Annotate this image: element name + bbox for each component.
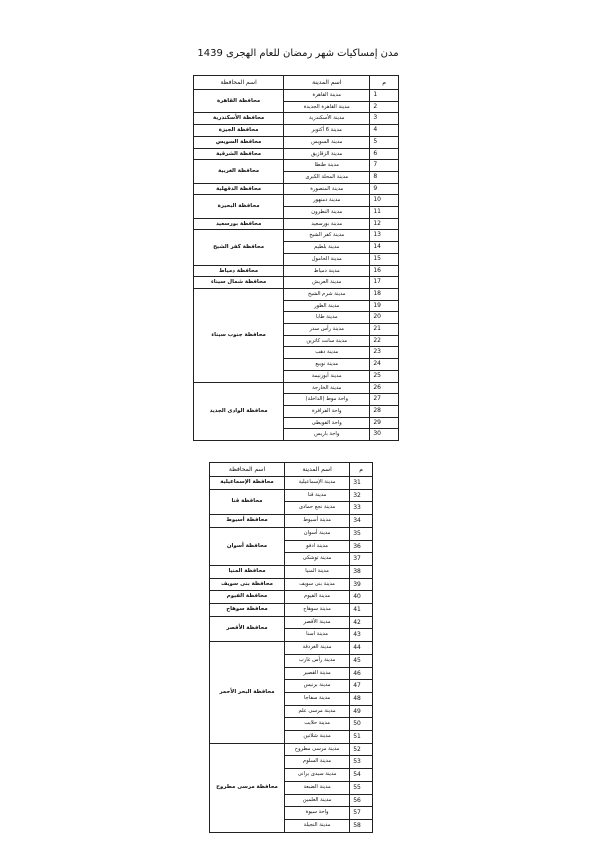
row-number: 42 — [350, 616, 373, 629]
row-number: 30 — [370, 429, 399, 441]
table-row — [210, 578, 373, 591]
city-name: مدينة ادفو — [285, 540, 350, 553]
table-row — [194, 382, 399, 394]
city-name: مدينة شلاتين — [285, 731, 350, 744]
header-num: م — [350, 463, 373, 477]
row-number: 5 — [370, 136, 399, 148]
row-number: 4 — [370, 125, 399, 137]
city-name: مدينة القاهرة — [284, 90, 370, 102]
cities-table-1 — [193, 75, 399, 441]
row-number: 38 — [350, 565, 373, 578]
city-name: مدينة دمياط — [284, 265, 370, 277]
city-name: مدينة أبوزنيمة — [284, 370, 370, 382]
table-row — [194, 277, 399, 289]
governorate-name: محافظة الأقصر — [210, 616, 285, 641]
governorate-name: محافظة القاهرة — [194, 90, 284, 113]
row-number: 35 — [350, 527, 373, 540]
city-name: مدينة توشكى — [285, 553, 350, 566]
table-row — [210, 743, 373, 756]
row-number: 1 — [370, 90, 399, 102]
row-number: 31 — [350, 477, 373, 490]
city-name: مدينة مرسى علم — [285, 705, 350, 718]
table-row — [210, 489, 373, 502]
header-city: اسم المدينة — [285, 463, 350, 477]
city-name: مدينة الزقازيق — [284, 148, 370, 160]
governorate-name: محافظة الغربية — [194, 160, 284, 183]
city-name: مدينة دمنهور — [284, 195, 370, 207]
row-number: 53 — [350, 756, 373, 769]
governorate-name: محافظة السويس — [194, 136, 284, 148]
row-number: 23 — [370, 347, 399, 359]
governorate-name: محافظة الإسماعيلية — [210, 477, 285, 490]
row-number: 34 — [350, 515, 373, 528]
row-number: 6 — [370, 148, 399, 160]
city-name: مدينة المنصورة — [284, 183, 370, 195]
city-name: مدينة أسيوط — [285, 515, 350, 528]
city-name: مدينة شرم الشيخ — [284, 288, 370, 300]
row-number: 55 — [350, 781, 373, 794]
city-name: واحة موط (الداخلة) — [284, 394, 370, 406]
table-row — [194, 265, 399, 277]
cities-table-2 — [209, 462, 373, 833]
row-number: 57 — [350, 807, 373, 820]
row-number: 52 — [350, 743, 373, 756]
row-number: 21 — [370, 324, 399, 336]
table-row — [210, 642, 373, 655]
row-number: 45 — [350, 654, 373, 667]
page-title: مدن إمساكيات شهر رمضان للعام الهجرى 1439 — [197, 48, 399, 59]
table-row — [210, 477, 373, 490]
row-number: 50 — [350, 718, 373, 731]
row-number: 28 — [370, 405, 399, 417]
row-number: 33 — [350, 502, 373, 515]
city-name: مدينة السويس — [284, 136, 370, 148]
row-number: 48 — [350, 692, 373, 705]
row-number: 7 — [370, 160, 399, 172]
governorate-name: محافظة الوادى الجديد — [194, 382, 284, 441]
row-number: 25 — [370, 370, 399, 382]
table-header-row — [210, 463, 373, 477]
city-name: مدينة الأسكندرية — [284, 113, 370, 125]
governorate-name: محافظة مرسى مطروح — [210, 743, 285, 832]
city-name: مدينة الطور — [284, 300, 370, 312]
header-num: م — [370, 76, 399, 90]
governorate-name: محافظة الجيزة — [194, 125, 284, 137]
table-row — [210, 604, 373, 617]
header-gov: اسم المحافظة — [194, 76, 284, 90]
city-name: مدينة الفيوم — [285, 591, 350, 604]
governorate-name: محافظة البحيرة — [194, 195, 284, 218]
header-city: اسم المدينة — [284, 76, 370, 90]
governorate-name: محافظة أسوان — [210, 527, 285, 565]
governorate-name: محافظة كفر الشيخ — [194, 230, 284, 265]
governorate-name: محافظة سوهاج — [210, 604, 285, 617]
city-name: مدينة برنيس — [285, 680, 350, 693]
table-row — [210, 565, 373, 578]
city-name: مدينة رأس غارب — [285, 654, 350, 667]
table-row — [194, 183, 399, 195]
row-number: 3 — [370, 113, 399, 125]
city-name: مدينة قنا — [285, 489, 350, 502]
table-row — [194, 195, 399, 207]
city-name: مدينة القصير — [285, 667, 350, 680]
header-gov: اسم المحافظة — [210, 463, 285, 477]
row-number: 26 — [370, 382, 399, 394]
row-number: 56 — [350, 794, 373, 807]
city-name: مدينة طنطا — [284, 160, 370, 172]
row-number: 36 — [350, 540, 373, 553]
row-number: 15 — [370, 253, 399, 265]
city-name: مدينة 6 أكتوبر — [284, 125, 370, 137]
table-row — [210, 591, 373, 604]
city-name: مدينة العلمين — [285, 794, 350, 807]
city-name: مدينة النطرون — [284, 207, 370, 219]
table-row — [194, 148, 399, 160]
city-name: مدينة الضبعة — [285, 781, 350, 794]
governorate-name: محافظة بنى سويف — [210, 578, 285, 591]
governorate-name: محافظة جنوب سيناء — [194, 288, 284, 382]
city-name: مدينة نويبع — [284, 359, 370, 371]
row-number: 49 — [350, 705, 373, 718]
row-number: 39 — [350, 578, 373, 591]
table-header-row — [194, 76, 399, 90]
city-name: مدينة الحامول — [284, 253, 370, 265]
row-number: 27 — [370, 394, 399, 406]
row-number: 40 — [350, 591, 373, 604]
row-number: 9 — [370, 183, 399, 195]
row-number: 20 — [370, 312, 399, 324]
row-number: 12 — [370, 218, 399, 230]
row-number: 17 — [370, 277, 399, 289]
governorate-name: محافظة دمياط — [194, 265, 284, 277]
row-number: 32 — [350, 489, 373, 502]
city-name: مدينة سوهاج — [285, 604, 350, 617]
row-number: 37 — [350, 553, 373, 566]
row-number: 44 — [350, 642, 373, 655]
table-row — [194, 288, 399, 300]
governorate-name: محافظة الدقهلية — [194, 183, 284, 195]
city-name: واحة باريس — [284, 429, 370, 441]
city-name: واحة الفويطى — [284, 417, 370, 429]
row-number: 58 — [350, 819, 373, 832]
table-row — [194, 218, 399, 230]
city-name: مدينة العريش — [284, 277, 370, 289]
table-row — [194, 160, 399, 172]
city-name: مدينة بورسعيد — [284, 218, 370, 230]
table-row — [210, 616, 373, 629]
row-number: 18 — [370, 288, 399, 300]
table-row — [194, 136, 399, 148]
city-name: مدينة اسنا — [285, 629, 350, 642]
city-name: مدينة رأس سدر — [284, 324, 370, 336]
row-number: 22 — [370, 335, 399, 347]
row-number: 13 — [370, 230, 399, 242]
row-number: 51 — [350, 731, 373, 744]
city-name: مدينة الإسماعيلية — [285, 477, 350, 490]
table-row — [194, 125, 399, 137]
table-row — [194, 230, 399, 242]
table-row — [210, 527, 373, 540]
governorate-name: محافظة المنيا — [210, 565, 285, 578]
city-name: مدينة سانت كاترين — [284, 335, 370, 347]
city-name: واحة الفرافرة — [284, 405, 370, 417]
row-number: 10 — [370, 195, 399, 207]
city-name: مدينة سيدى برانى — [285, 769, 350, 782]
city-name: مدينة الخارجة — [284, 382, 370, 394]
governorate-name: محافظة أسيوط — [210, 515, 285, 528]
city-name: مدينة نجع حمادى — [285, 502, 350, 515]
governorate-name: محافظة الأسكندرية — [194, 113, 284, 125]
row-number: 14 — [370, 242, 399, 254]
city-name: مدينة دهب — [284, 347, 370, 359]
row-number: 16 — [370, 265, 399, 277]
table-row — [194, 90, 399, 102]
governorate-name: محافظة شمال سيناء — [194, 277, 284, 289]
governorate-name: محافظة الفيوم — [210, 591, 285, 604]
row-number: 46 — [350, 667, 373, 680]
governorate-name: محافظة قنا — [210, 489, 285, 514]
city-name: مدينة النجيلة — [285, 819, 350, 832]
city-name: مدينة القاهرة الجديدة — [284, 101, 370, 113]
governorate-name: محافظة الشرقية — [194, 148, 284, 160]
table-row — [194, 113, 399, 125]
city-name: مدينة الأقصر — [285, 616, 350, 629]
city-name: واحة سيوة — [285, 807, 350, 820]
city-name: مدينة سفاجا — [285, 692, 350, 705]
city-name: مدينة بلطيم — [284, 242, 370, 254]
governorate-name: محافظة بورسعيد — [194, 218, 284, 230]
city-name: مدينة الغردقة — [285, 642, 350, 655]
city-name: مدينة طابا — [284, 312, 370, 324]
row-number: 11 — [370, 207, 399, 219]
row-number: 24 — [370, 359, 399, 371]
row-number: 41 — [350, 604, 373, 617]
table-row — [210, 515, 373, 528]
row-number: 8 — [370, 171, 399, 183]
row-number: 29 — [370, 417, 399, 429]
city-name: مدينة المنيا — [285, 565, 350, 578]
city-name: مدينة مرسى مطروح — [285, 743, 350, 756]
row-number: 43 — [350, 629, 373, 642]
city-name: مدينة السلوم — [285, 756, 350, 769]
city-name: مدينة أسوان — [285, 527, 350, 540]
row-number: 47 — [350, 680, 373, 693]
city-name: مدينة حلايب — [285, 718, 350, 731]
governorate-name: محافظة البحر الأحمر — [210, 642, 285, 744]
row-number: 54 — [350, 769, 373, 782]
row-number: 19 — [370, 300, 399, 312]
city-name: مدينة بنى سويف — [285, 578, 350, 591]
city-name: مدينة كفر الشيخ — [284, 230, 370, 242]
city-name: مدينة المحلة الكبرى — [284, 171, 370, 183]
row-number: 2 — [370, 101, 399, 113]
